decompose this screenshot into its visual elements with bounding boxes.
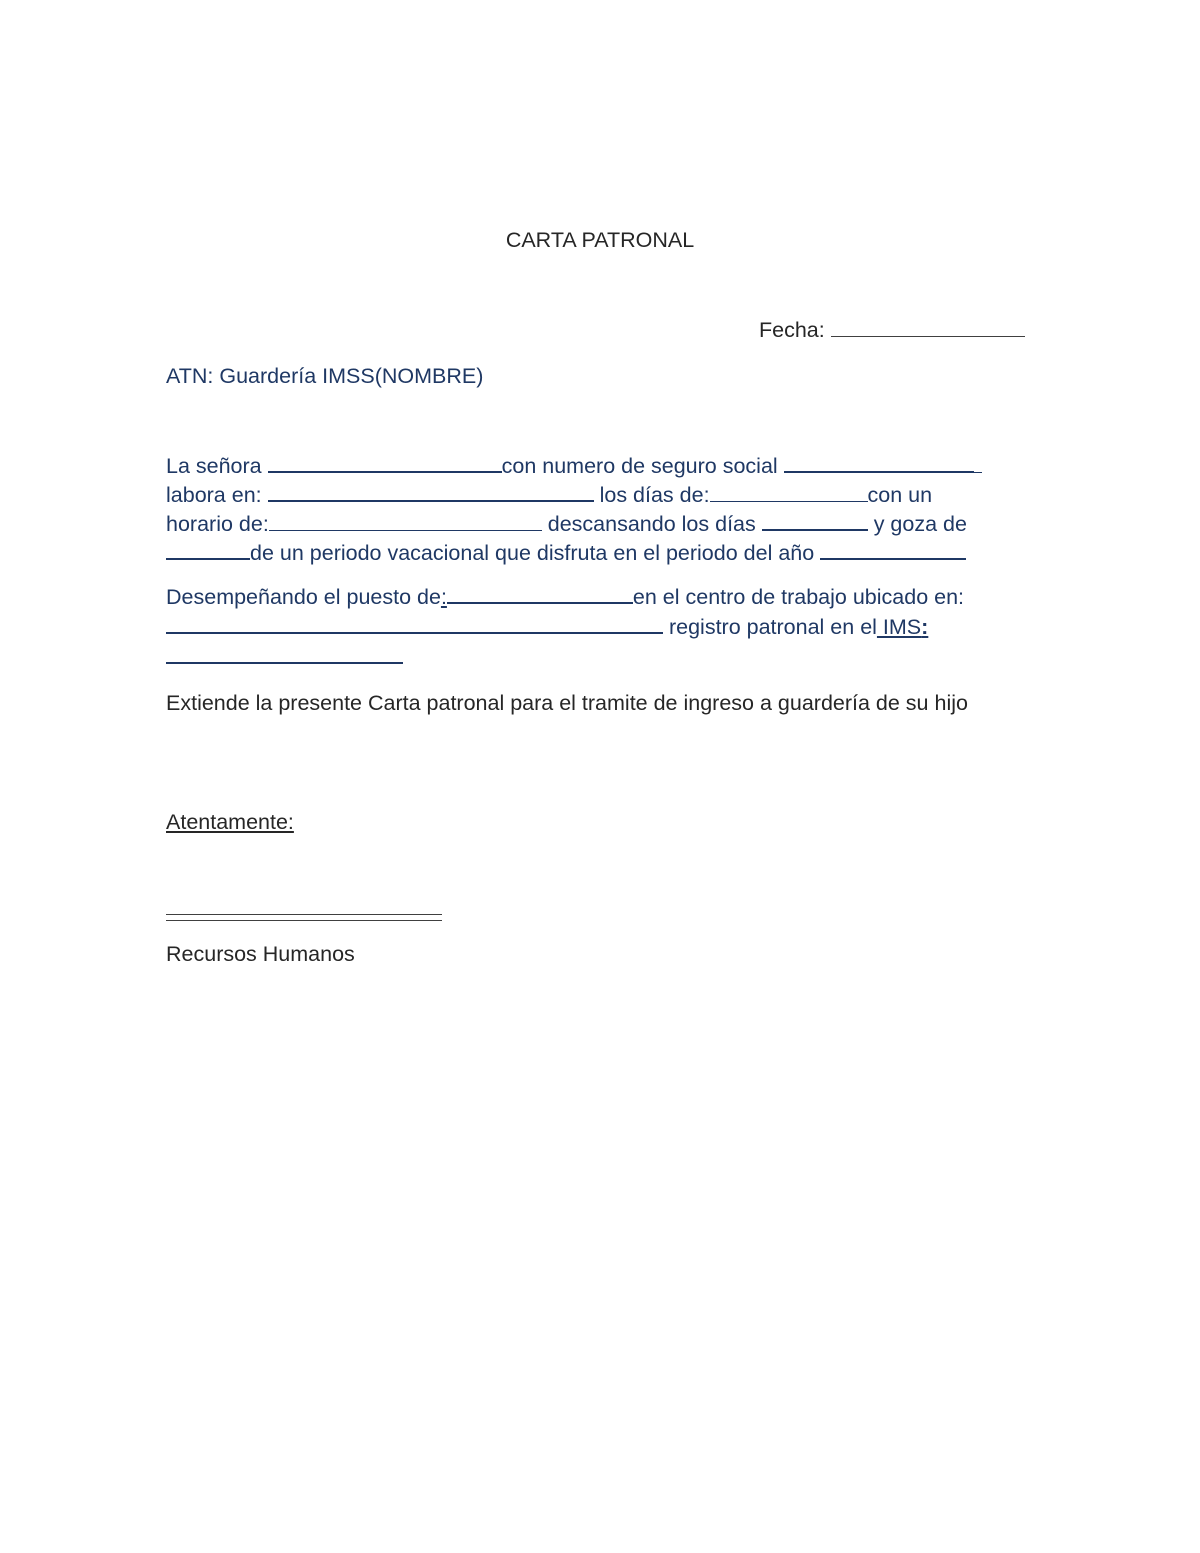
address-blank[interactable] (166, 615, 663, 634)
body-text: de un periodo vacacional que disfruta en el periodo del año (250, 541, 821, 565)
body-line-1 (166, 454, 982, 479)
name-blank[interactable] (268, 454, 502, 473)
body-line-5 (166, 585, 964, 610)
body-text: IMS (876, 615, 922, 639)
signature-line[interactable] (166, 914, 442, 921)
attention-line: ATN: Guardería IMSS(NOMBRE) (166, 364, 484, 388)
signature-name: Recursos Humanos (166, 942, 355, 966)
body-text: : (921, 615, 929, 639)
body-text: La señora (166, 454, 268, 478)
schedule-blank[interactable] (269, 513, 542, 531)
rest-days-blank[interactable] (762, 512, 868, 531)
sign-off: Atentamente: (166, 810, 294, 834)
position-blank[interactable] (447, 585, 633, 604)
body-text: con un (867, 483, 933, 507)
vacation-days-blank[interactable] (166, 541, 250, 560)
body-line-3 (166, 512, 967, 537)
body-text: Desempeñando el puesto de (166, 585, 441, 609)
date-line (759, 318, 1025, 343)
workplace-blank[interactable] (268, 483, 594, 502)
letter-title: CARTA PATRONAL (505, 228, 695, 252)
body-line-7 (166, 645, 403, 670)
body-text: en el centro de trabajo ubicado en: (632, 585, 965, 609)
body-text: horario de: (166, 512, 269, 536)
body-text: y goza de (867, 512, 967, 536)
body-text: los días de: (593, 483, 710, 507)
vacation-year-blank[interactable] (820, 541, 966, 560)
body-text: : (440, 585, 447, 609)
closing-paragraph: Extiende la presente Carta patronal para el tramite de ingreso a guardería de su hijo (166, 691, 968, 715)
body-text: con numero de seguro social (501, 454, 784, 478)
date-label: Fecha: (759, 318, 825, 342)
body-line-2 (166, 483, 932, 508)
date-blank[interactable] (831, 318, 1025, 337)
body-text: descansando los días (541, 512, 762, 536)
social-security-blank[interactable] (784, 454, 974, 473)
body-text: labora en: (166, 483, 268, 507)
workdays-blank[interactable] (710, 484, 868, 502)
body-text: registro patronal en el (663, 615, 877, 639)
employer-registration-blank[interactable] (166, 645, 403, 664)
blank-tail (974, 455, 982, 473)
body-line-4 (166, 541, 966, 566)
body-line-6 (166, 615, 928, 640)
